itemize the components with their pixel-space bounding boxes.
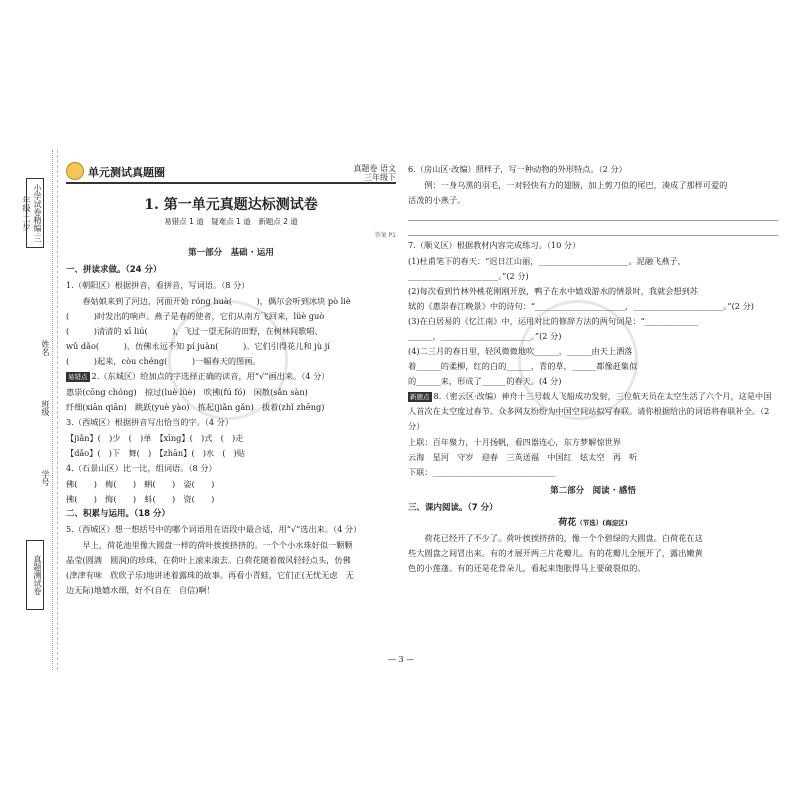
question-text: ( )时发出的响声。燕子是春的使者，它们从南方飞回来，lüè guò — [66, 311, 325, 321]
page-number: — 3 — — [388, 655, 415, 664]
option-row: 纤细(xiān qiān) 跳跃(yuè yào) 拣起(jiǎn gǎn) 拔着(zhǐ zhēng) — [66, 402, 325, 412]
question-8: 新题点 8.（密云区·改编）神舟十三号载人飞船成功发射，三位航天员在太空生活了六个月，这是中国人首次在太空度过春节。众多网友纷纷为中国空间站拟写春联。请你根据给出的词语将春联补全。（2 分） — [408, 391, 772, 431]
question-text: (4)二三月的春日里，轻风微微地吹______，______由天上洒落 — [408, 346, 633, 356]
unit-title: 单元测试真题圈 — [88, 166, 165, 179]
header-band — [66, 162, 396, 184]
question-4: 4.（石景山区）比一比，组词语。（8 分） — [66, 463, 217, 473]
question-text: (津津有味 欣欣子乐)地讲述着露珠的故事。再看小青蛙，它们正(无忧无虑 无 — [66, 570, 354, 580]
reading-text: 荷花已经开了不少了。荷叶挨挨挤挤的，像一个个碧绿的大圆盘。白荷花在这 — [424, 533, 703, 543]
option-row: 佛( ) 梅( ) 蝌( ) 姿( ) — [66, 479, 215, 489]
question-text: ( )清清的 xī liú( )，飞过一望无际的田野，在树林间歌唱、 — [66, 326, 323, 336]
class-label: 班级 — [41, 400, 50, 416]
question-text: ______，______________________。”(2 分) — [408, 331, 562, 341]
name-label: 姓名 — [41, 340, 50, 356]
option-row: 拂( ) 悔( ) 蚪( ) 资( ) — [66, 494, 215, 504]
section-title: 三、课内阅读。（7 分） — [408, 503, 498, 513]
section-title: 一、拼读求做。（24 分） — [66, 265, 162, 275]
option-row: 【jiǎn】( )少 ( )单 【xīng】( )式 ( )走 — [66, 433, 244, 443]
id-label: 学号 — [41, 470, 50, 486]
exam-page — [18, 150, 782, 670]
answer-line[interactable] — [408, 223, 778, 236]
right-column — [408, 162, 778, 576]
question-text: 的______来，形成了______的春天。(4 分) — [408, 376, 562, 386]
question-text: ______________________。”(2 分) — [408, 271, 529, 281]
part-title: 第二部分 阅读 · 感悟 — [550, 486, 636, 496]
question-6: 6.（房山区·改编）照样子，写一种动物的外形特点。（2 分） — [408, 164, 627, 174]
tag-badge: 新题点 — [410, 393, 430, 401]
question-2: 易错点 2.（东城区）给加点的字选择正确的读音，用“√”画出来。（4 分） — [68, 371, 330, 381]
section-title: 二、积累与运用。（18 分） — [66, 509, 171, 519]
couplet-upper: 上联：百年聚力，十月扬帆，看四器连心，东方梦解惊世界 — [408, 437, 621, 447]
cut-line — [52, 150, 53, 670]
option-row: 惠崇(cōng chóng) 掠过(luè lüè) 吹拂(fú fó) 闲散(sǎn sàn) — [66, 387, 308, 397]
question-1: 1.（朝阳区）根据拼音，看拼音，写词语。（8 分） — [66, 280, 250, 290]
reading-text: 些大圆盘之间冒出来。有的才展开两三片花瓣儿。有的花瓣儿全展开了，露出嫩黄 — [408, 548, 703, 558]
word-bank: 云海 星河 守岁 迎春 三英送福 中国红 炫太空 再 听 — [408, 452, 638, 462]
question-text: 早上，荷花池里像大圆盘一样的荷叶挨挨挤挤的。一个个小水珠好似一颗颗 — [82, 540, 353, 550]
question-text: ( )起来，còu chéng( )一幅春天的图画。 — [66, 356, 261, 366]
exam-stats: 易错点 1 道 疑难点 1 道 新题点 2 道 — [164, 217, 298, 226]
left-column — [66, 242, 396, 598]
question-5: 5.（西城区）想一想括号中的哪个词语用在语段中最合适，用“√”选出来。（4 分） — [66, 524, 362, 534]
example-text: 活泼的小燕子。 — [408, 195, 466, 205]
example-text: 例：一身乌黑的羽毛，一对轻快有力的翅膀，加上剪刀似的尾巴，凑成了那样可爱的 — [424, 180, 728, 190]
cartoon-avatar-icon — [66, 162, 84, 180]
series-box: 小学试卷精编·三年级·二步 — [26, 178, 44, 248]
exam-title: 1. 第一单元真题达标测试卷 — [144, 197, 318, 213]
couplet-lower[interactable]: 下联：______________________________ — [408, 467, 556, 477]
question-text: 轼的《惠崇春江晚景》中的诗句：“______________________，______________________。”(2 分) — [408, 301, 754, 311]
question-text: 春姑娘来到了河边，河面开始 róng huà( )，偶尔会听到冰块 pò liè — [82, 296, 351, 306]
question-text: (1)杜甫笔下的春天：“迟日江山丽，______________________。泥融飞燕子， — [408, 256, 686, 266]
answer-line[interactable] — [408, 208, 778, 221]
question-text: wǔ dǎo( )，仿佛永远不知 pí juàn( )。它们引得花儿和 jù jí — [66, 341, 330, 351]
part-title: 第一部分 基础 · 运用 — [188, 248, 274, 258]
answer-reference: 答案 P1 — [374, 232, 396, 239]
reading-title: 荷花（节选）(海淀区) — [558, 518, 628, 528]
question-text: 着______的柔柳，红的白的______，青的草，______都像赶集似 — [408, 361, 638, 371]
series-tag: 真题卷 语文 三年级下 — [353, 164, 396, 182]
question-3: 3.（西城区）根据拼音写出恰当的字。（4 分） — [66, 417, 234, 427]
question-text: 边无际)地嬉水细，好不(自在 自信)啊！ — [66, 585, 215, 595]
option-row: 【dǎo】( )下 舞( ) 【zhān】( )水 ( )贴 — [66, 448, 246, 458]
question-text: (3)在白居易的《忆江南》中，运用对比的修辞方法的两句词是：“_____________ — [408, 316, 699, 326]
question-7: 7.（顺义区）根据教材内容完成练习。（10 分） — [408, 240, 581, 250]
reading-text: 色的小莲蓬。有的还是花骨朵儿，看起来饱胀得马上要破裂似的。 — [408, 563, 646, 573]
question-text: 晶莹(圆满 圆润)的珍珠，在荷叶上滚来滚去。白荷花随着微风轻轻点头，仿佛 — [66, 555, 351, 565]
tag-badge: 易错点 — [68, 373, 88, 381]
question-text: (2)每次看到竹林外桃花刚刚开放，鸭子在水中嬉戏游水的情景时，我就会想到苏 — [408, 286, 698, 296]
test-box: 真题测试卷 — [26, 540, 44, 610]
